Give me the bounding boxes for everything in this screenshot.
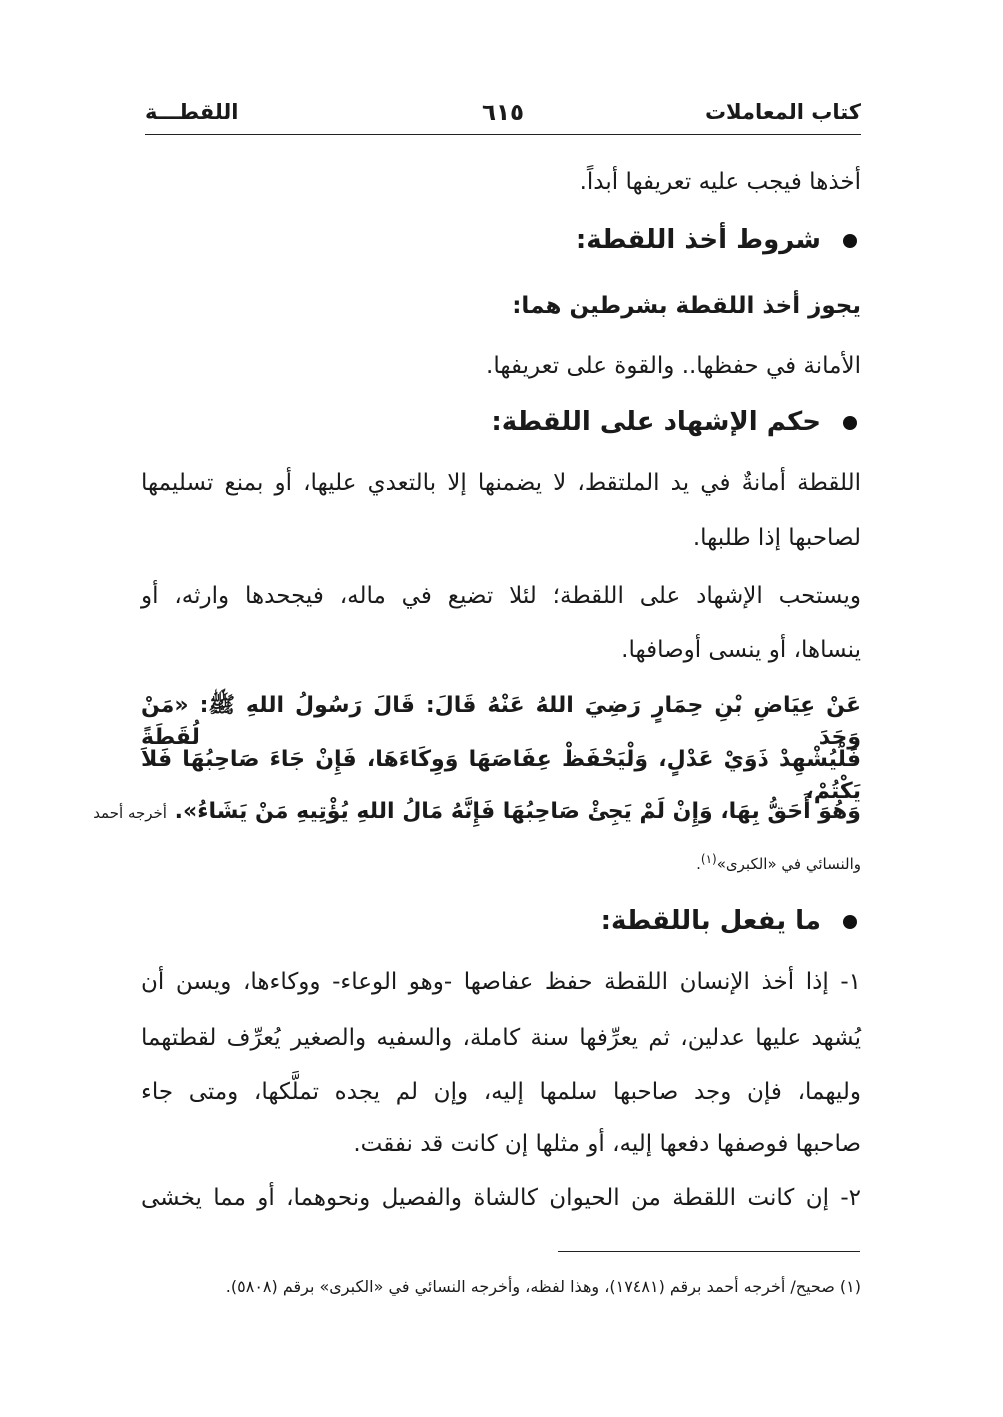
text-line: ويستحب الإشهاد على اللقطة؛ لئلا تضيع في ماله، فيجحدها وارثه، أو [141, 583, 861, 609]
header-chapter-title: اللقطـــة [145, 100, 239, 124]
hadith-source-line [141, 843, 861, 880]
section-heading [141, 224, 861, 256]
section-heading [141, 905, 861, 937]
hadith-source-end: . [696, 855, 701, 873]
bullet-icon [843, 915, 857, 929]
text-line: ينساها، أو ينسى أوصافها. [621, 637, 861, 663]
list-item-line: ١- إذا أخذ الإنسان اللقطة حفظ عفاصها -وهو الوعاء- ووكاءها، ويسن أن [141, 969, 861, 995]
footnote: (١) صحيح/ أخرجه أحمد برقم (١٧٤٨١)، وهذا لفظه، وأخرجه النسائي في «الكبرى» برقم (٥٨٠٨). [225, 1277, 861, 1296]
hadith-line [93, 796, 861, 829]
list-item-line: ٢- إن كانت اللقطة من الحيوان كالشاة والفصيل ونحوهما، أو مما يخشى [141, 1185, 861, 1211]
text-line: أخذها فيجب عليه تعريفها أبداً. [579, 169, 861, 195]
hadith-source-text: والنسائي في «الكبرى» [716, 855, 861, 873]
footnote-ref[interactable]: (١) [700, 852, 717, 866]
section-heading [141, 406, 861, 438]
hadith-line: عَنْ عِيَاضِ بْنِ حِمَارٍ رَضِيَ اللهُ عَنْهُ قَالَ: قَالَ رَسُولُ اللهِ ﷺ: «مَنْ وَجَدَ لُقَطَةً [141, 693, 861, 750]
text-line: الأمانة في حفظها.. والقوة على تعريفها. [486, 353, 861, 379]
heading-text: حكم الإشهاد على اللقطة: [491, 407, 821, 437]
heading-text: ما يفعل باللقطة: [600, 906, 821, 936]
heading-text: شروط أخذ اللقطة: [575, 225, 821, 255]
list-item-line: يُشهد عليها عدلين، ثم يعرِّفها سنة كاملة، والسفيه والصغير يُعرِّف لقطتهما [141, 1025, 861, 1051]
hadith-text: وَهُوَ أَحَقُّ بِهَا، وَإِنْ لَمْ يَجِئْ صَاحِبُهَا فَإِنَّهُ مَالُ اللهِ يُؤْتِيهِ مَنْ يَشَاءُ». [174, 799, 861, 824]
list-item-line: وليهما، فإن وجد صاحبها سلمها إليه، وإن لم يجده تملَّكها، ومتى جاء [141, 1079, 861, 1105]
hadith-source: أخرجه أحمد [93, 804, 167, 822]
running-header [145, 100, 861, 132]
text-line: لصاحبها إذا طلبها. [692, 525, 861, 551]
hadith-line: فَلْيُشْهِدْ ذَوَيْ عَدْلٍ، وَلْيَحْفَظْ عِفَاصَهَا وَوِكَاءَهَا، فَإِنْ جَاءَ صَاحِبُهَا فَلاَ يَكْتُمْ، [141, 747, 861, 804]
list-item-line: صاحبها فوصفها دفعها إليه، أو مثلها إن كانت قد نفقت. [353, 1131, 861, 1157]
text-line: اللقطة أمانةٌ في يد الملتقط، لا يضمنها إلا بالتعدي عليها، أو بمنع تسليمها [141, 470, 861, 496]
header-rule [145, 134, 861, 135]
footnote-rule [558, 1251, 860, 1252]
bullet-icon [843, 234, 857, 248]
header-book-title: كتاب المعاملات [704, 100, 861, 124]
page-number: ٦١٥ [481, 100, 525, 126]
bullet-icon [843, 416, 857, 430]
text-line: يجوز أخذ اللقطة بشرطين هما: [512, 293, 861, 319]
